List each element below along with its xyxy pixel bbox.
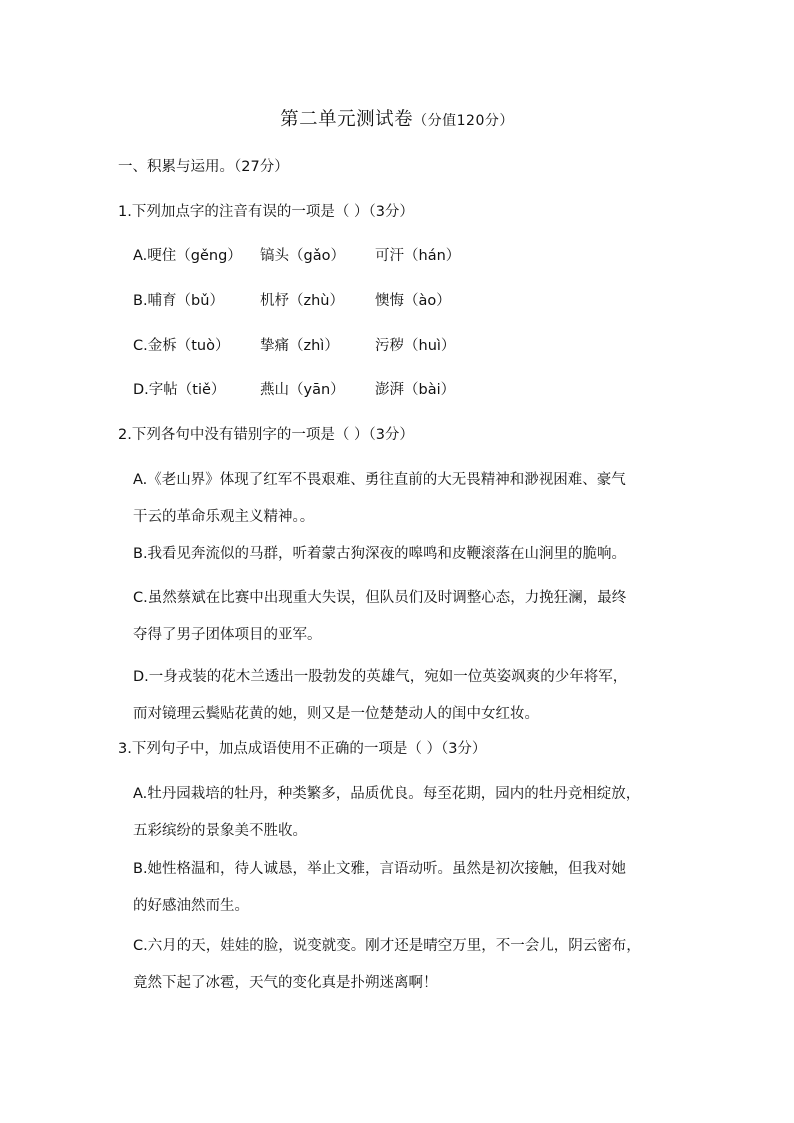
option-a-item-3: 可汗（hán）	[375, 248, 461, 264]
question-2-option-a	[133, 462, 693, 536]
page-title	[0, 105, 794, 131]
option-text-line: B.她性格温和，待人诚恳，举止文雅，言语动听。虽然是初次接触，但我对她	[133, 861, 627, 877]
section-heading: 一、积累与运用。（27分）	[118, 159, 289, 175]
question-3-option-c	[133, 928, 693, 1002]
option-text-line: 夺得了男子团体项目的亚军。	[133, 627, 322, 643]
question-3-option-b	[133, 851, 693, 925]
option-a-item-1: A.哽住（gěng）	[133, 248, 242, 264]
option-text-line: C.虽然蔡斌在比赛中出现重大失误，但队员们及时调整心态，力挽狂澜，最终	[133, 590, 627, 606]
option-b-item-3: 懊悔（ào）	[375, 293, 451, 309]
title-score: （分值120分）	[413, 113, 514, 129]
option-text-line: 竟然下起了冰雹，天气的变化真是扑朔迷离啊！	[133, 975, 438, 991]
option-text-line: 干云的革命乐观主义精神。。	[133, 509, 315, 525]
option-text-line: A.《老山界》体现了红军不畏艰难、勇往直前的大无畏精神和渺视困难、豪气	[133, 472, 626, 488]
option-d-item-2: 燕山（yān）	[260, 382, 345, 398]
option-text-line: D.一身戎装的花木兰透出一股勃发的英雄气，宛如一位英姿飒爽的少年将军，	[133, 669, 628, 685]
option-d-item-3: 澎湃（bài）	[375, 382, 456, 398]
question-2-option-c	[133, 580, 693, 654]
question-1-option-a	[133, 245, 460, 267]
question-1-stem: 1.下列加点字的注音有误的一项是（ ）（3分）	[118, 204, 414, 220]
option-c-item-2: 挚痛（zhì）	[260, 338, 339, 354]
option-text-line: B.我看见奔流似的马群，听着蒙古狗深夜的嗥鸣和皮鞭滚落在山涧里的脆响。	[133, 546, 627, 562]
question-2-stem: 2.下列各句中没有错别字的一项是（ ）（3分）	[118, 427, 414, 443]
option-a-item-2: 镐头（gǎo）	[260, 248, 345, 264]
question-1-option-c	[133, 335, 455, 357]
question-2-option-b	[133, 536, 693, 573]
option-text-line: 五彩缤纷的景象美不胜收。	[133, 823, 307, 839]
option-text-line: C.六月的天，娃娃的脸，说变就变。刚才还是晴空万里，不一会儿，阴云密布，	[133, 938, 641, 954]
title-main: 第二单元测试卷	[280, 109, 414, 130]
option-b-item-2: 机杼（zhù）	[260, 293, 344, 309]
option-text-line: 而对镜理云鬓贴花黄的她，则又是一位楚楚动人的闺中女红妆。	[133, 706, 539, 722]
question-3-option-a	[133, 776, 693, 850]
option-d-item-1: D.字帖（tiě）	[133, 382, 226, 398]
option-b-item-1: B.哺育（bǔ）	[133, 293, 224, 309]
option-text-line: A.牡丹园栽培的牡丹，种类繁多，品质优良。每至花期，园内的牡丹竞相绽放，	[133, 786, 641, 802]
option-c-item-3: 污秽（huì）	[375, 338, 456, 354]
question-1-option-b	[133, 290, 451, 312]
option-text-line: 的好感油然而生。	[133, 898, 249, 914]
question-1-option-d	[133, 379, 455, 401]
question-2-option-d	[133, 659, 693, 733]
question-3-stem: 3.下列句子中，加点成语使用不正确的一项是（ ）（3分）	[118, 741, 487, 757]
option-c-item-1: C.金柝（tuò）	[133, 338, 230, 354]
